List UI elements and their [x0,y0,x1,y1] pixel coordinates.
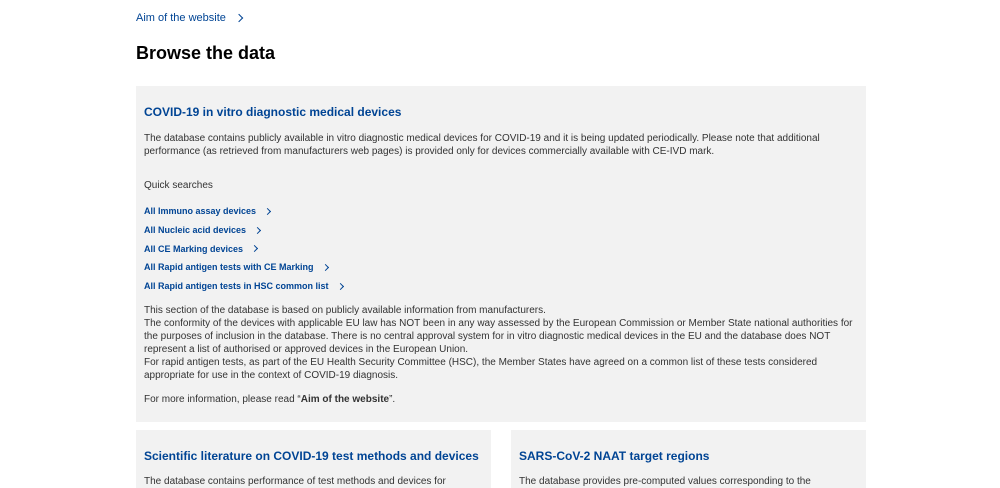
covid-ivd-card-title[interactable]: COVID-19 in vitro diagnostic medical devices [144,105,402,119]
quick-search-rapid-antigen-ce[interactable] [144,258,343,277]
note-hsc: For rapid antigen tests, as part of the EU Health Security Committee (HSC), the Member States have agreed on a common list of these tests considered appropriate for use in the context of COVID-19 diagnosis. [144,357,818,381]
quick-search-label: All Rapid antigen tests with CE Marking [144,262,314,273]
chevron-right-icon [321,264,328,271]
quick-search-nucleic-acid[interactable] [144,221,343,240]
sars-naat-card [511,430,866,488]
literature-card-description: The database contains performance of test methods and devices for [144,476,446,487]
sars-naat-card-description: The database provides pre-computed values corresponding to the [519,476,811,487]
database-notes [144,304,860,382]
more-prefix: For more information, please read “ [144,394,301,405]
covid-ivd-card [136,86,866,422]
chevron-right-icon [254,226,261,233]
quick-search-label: All Nucleic acid devices [144,225,247,236]
chevron-right-icon [336,283,343,290]
page-title: Browse the data [136,43,276,63]
aim-of-website-link[interactable] [136,12,242,24]
aim-of-website-label: Aim of the website [136,12,226,24]
quick-search-label: All Immuno assay devices [144,206,257,217]
quick-search-ce-marking[interactable] [144,239,343,258]
note-conformity: The conformity of the devices with applicable EU law has NOT been in any way assessed by the European Commission or Member State national authorities for the purposes of inclusion in the database. There is no central approval system for in vitro diagnostic medical devices in the EU and the database does NOT represent a list of authorised or approved devices in the European Union. [144,318,853,355]
chevron-right-icon [235,14,243,22]
sars-naat-card-title[interactable]: SARS-CoV-2 NAAT target regions [519,449,710,463]
quick-search-label: All CE Marking devices [144,243,244,254]
more-aim-link[interactable]: Aim of the website [300,394,390,405]
quick-searches-list [144,202,343,295]
quick-search-label: All Rapid antigen tests in HSC common list [144,281,329,292]
more-suffix: ”. [389,394,396,405]
quick-search-rapid-antigen-hsc[interactable] [144,277,343,296]
chevron-right-icon [251,245,258,252]
covid-ivd-card-description: The database contains publicly available in vitro diagnostic medical devices for COVID-19 and it is being updated periodically. Please note that additional performance (as retrieved from manufacturers web pages) is provided only for devices commercially available with CE-IVD mark. [144,133,820,157]
quick-searches-heading: Quick searches [144,180,213,191]
literature-card [136,430,491,488]
more-information [144,394,395,405]
chevron-right-icon [264,208,271,215]
quick-search-immuno-assay[interactable] [144,202,343,221]
literature-card-title[interactable]: Scientific literature on COVID-19 test methods and devices [144,449,479,463]
note-source: This section of the database is based on publicly available information from manufacturers. [144,305,546,316]
